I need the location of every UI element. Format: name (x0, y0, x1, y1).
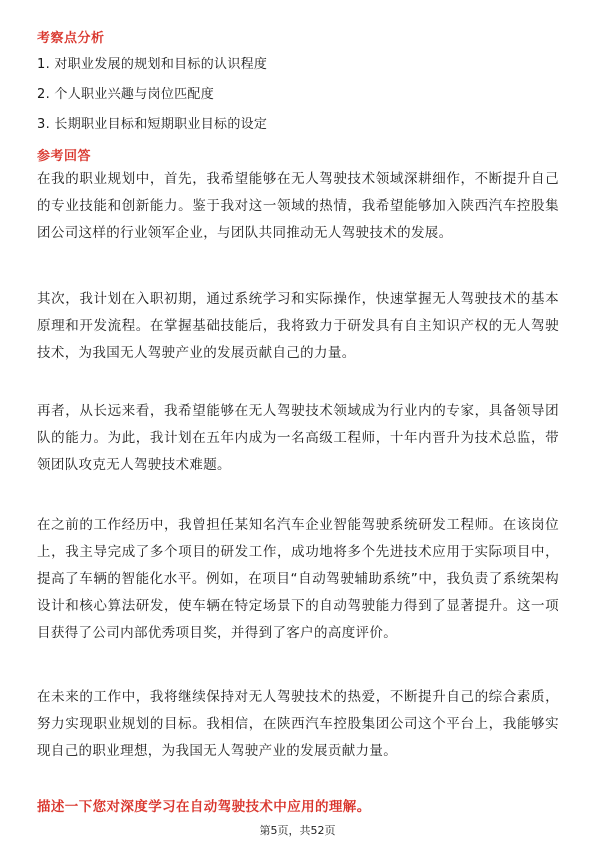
next-question: 描述一下您对深度学习在自动驾驶技术中应用的理解。 (37, 799, 371, 815)
analysis-item-3: 3. 长期职业目标和短期职业目标的设定 (37, 117, 268, 132)
answer-paragraph-4: 在之前的工作经历中，我曾担任某知名汽车企业智能驾驶系统研发工程师。在该岗位上，我主导完成了多个项目的研发工作，成功地将多个先进技术应用于实际项目中，提高了车辆的智能化水平。例如，在项目“自动驾驶辅助系统”中，我负责了系统架构设计和核心算法研发，使车辆在特定场景下的自动驾驶能力得到了显著提升。这一项目获得了公司内部优秀项目奖，并得到了客户的高度评价。 (37, 517, 559, 641)
answer-paragraph-1: 在我的职业规划中，首先，我希望能够在无人驾驶技术领域深耕细作，不断提升自己的专业技能和创新能力。鉴于我对这一领域的热情，我希望能够加入陕西汽车控股集团公司这样的行业领军企业，与团队共同推动无人驾驶技术的发展。 (37, 171, 559, 241)
answer-paragraph-2: 其次，我计划在入职初期，通过系统学习和实际操作，快速掌握无人驾驶技术的基本原理和开发流程。在掌握基础技能后，我将致力于研发具有自主知识产权的无人驾驶技术，为我国无人驾驶产业的发展贡献自己的力量。 (37, 291, 559, 361)
answer-paragraph-3: 再者，从长远来看，我希望能够在无人驾驶技术领域成为行业内的专家，具备领导团队的能力。为此，我计划在五年内成为一名高级工程师，十年内晋升为技术总监，带领团队攻克无人驾驶技术难题。 (37, 403, 559, 473)
page-number: 第5页，共52页 (259, 824, 336, 837)
analysis-item-1: 1. 对职业发展的规划和目标的认识程度 (37, 57, 268, 72)
analysis-heading: 考察点分析 (37, 31, 105, 46)
analysis-item-2: 2. 个人职业兴趣与岗位匹配度 (37, 87, 215, 102)
answer-heading: 参考回答 (37, 149, 92, 164)
answer-paragraph-5: 在未来的工作中，我将继续保持对无人驾驶技术的热爱，不断提升自己的综合素质，努力实现职业规划的目标。我相信，在陕西汽车控股集团公司这个平台上，我能够实现自己的职业理想，为我国无人驾驶产业的发展贡献力量。 (37, 689, 559, 759)
